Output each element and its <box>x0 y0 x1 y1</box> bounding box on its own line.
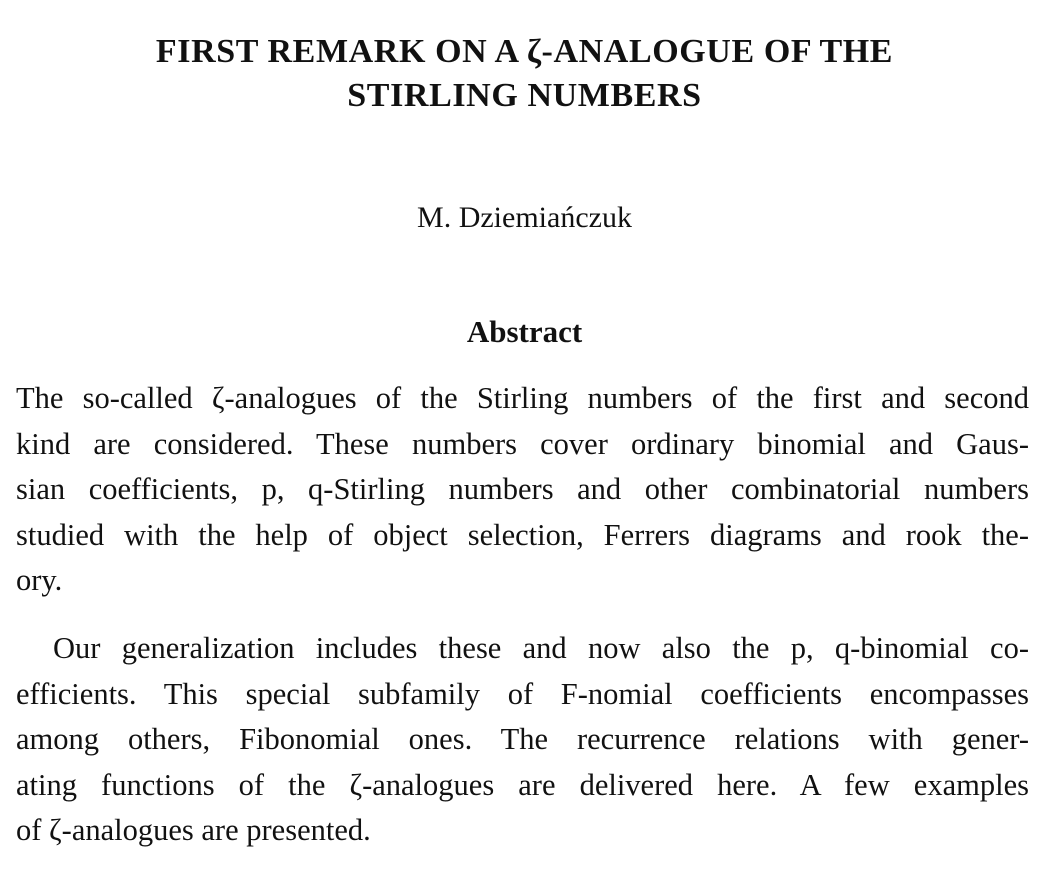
abstract-p1-line-4: studied with the help of object selection, Ferrers diagrams and rook the- <box>16 517 1029 552</box>
abstract-p1-line-3: sian coefficients, p, q-Stirling numbers and other combinatorial numbers <box>16 472 1029 507</box>
paper-title-line-1: FIRST REMARK ON A ζ-ANALOGUE OF THE <box>155 33 894 70</box>
abstract-p2-line-3: among others, Fibonomial ones. The recurrence relations with gener- <box>16 722 1029 757</box>
abstract-p2-line-4: ating functions of the ζ-analogues are delivered here. A few examples <box>16 767 1029 802</box>
abstract-p2-line-1: Our generalization includes these and now also the p, q-binomial co- <box>53 631 1029 665</box>
abstract-p1-line-2: kind are considered. These numbers cover ordinary binomial and Gaus- <box>16 426 1029 461</box>
abstract-heading: Abstract <box>466 314 583 349</box>
paper-title-line-2: STIRLING NUMBERS <box>347 77 702 114</box>
abstract-p2-line-5: of ζ-analogues are presented. <box>16 813 371 848</box>
abstract-p1-line-5: ory. <box>16 563 63 598</box>
abstract-paragraph-2 <box>16 626 1029 854</box>
abstract-p2-line-2: efficients. This special subfamily of F-nomial coefficients encompasses <box>16 676 1029 711</box>
author-name: M. Dziemiańczuk <box>417 201 632 234</box>
abstract-p1-line-1: The so-called ζ-analogues of the Stirling numbers of the first and second <box>16 381 1029 415</box>
abstract-paragraph-1 <box>16 376 1029 604</box>
